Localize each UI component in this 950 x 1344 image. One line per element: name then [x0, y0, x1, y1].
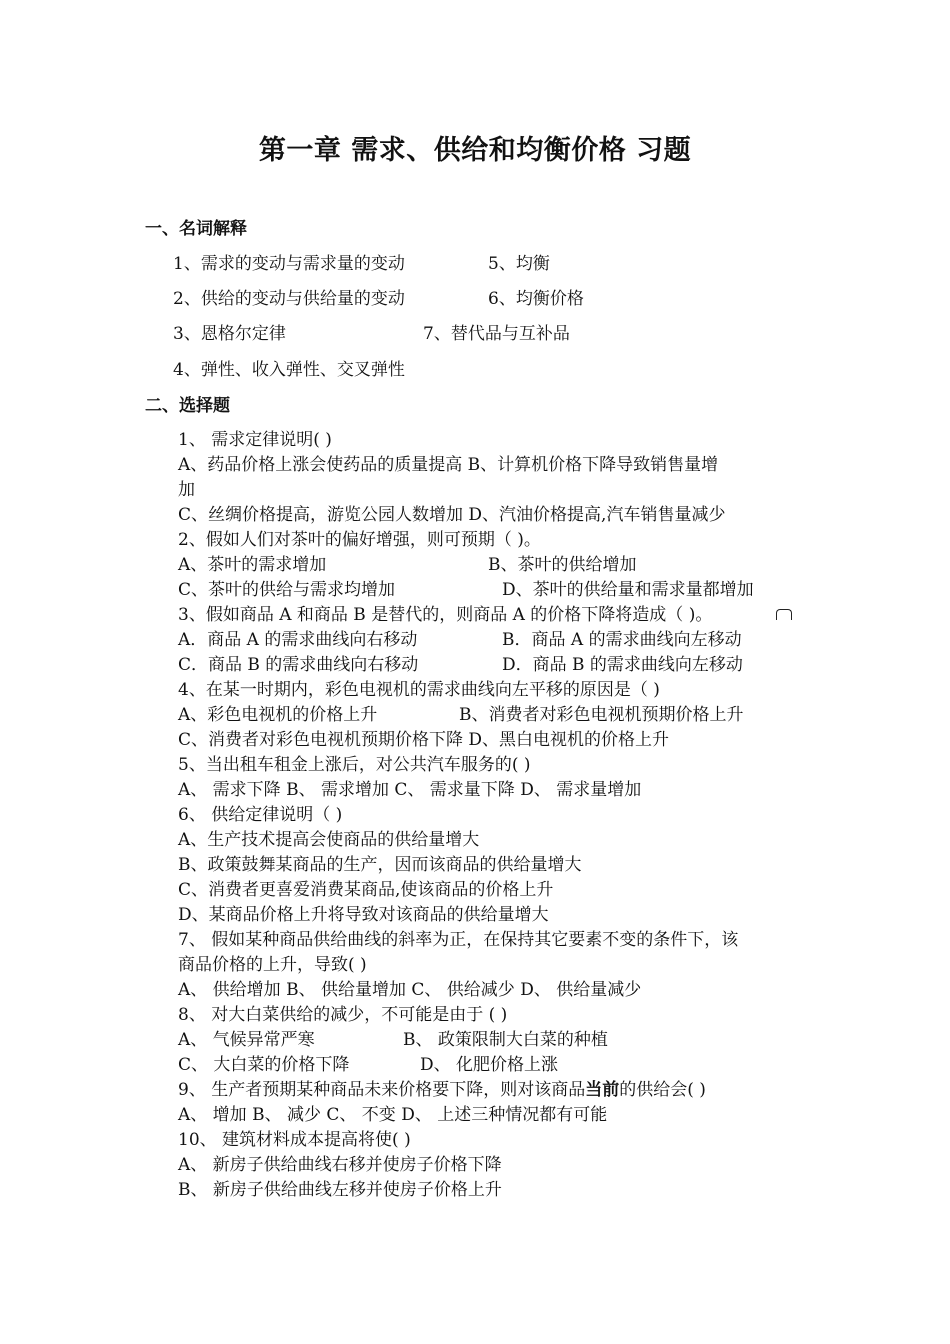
option-line: A．商品 A 的需求曲线向右移动	[178, 630, 418, 650]
term-item: 6、均衡价格	[488, 289, 584, 309]
term-item: 2、供给的变动与供给量的变动	[173, 289, 405, 309]
option-line: C、茶叶的供给与需求均增加	[178, 580, 396, 600]
option-line: B．商品 A 的需求曲线向左移动	[502, 630, 742, 650]
option-line: B、 政策限制大白菜的种植	[403, 1030, 608, 1050]
option-line: C、消费者更喜爱消费某商品,使该商品的价格上升	[178, 880, 554, 900]
option-line: B、 新房子供给曲线左移并使房子价格上升	[178, 1180, 502, 1200]
page-title: 第一章 需求、供给和均衡价格 习题	[258, 135, 692, 166]
option-line: A、药品价格上涨会使药品的质量提高 B、计算机价格下降导致销售量增	[178, 455, 719, 475]
option-line: D、 化肥价格上涨	[420, 1055, 559, 1075]
option-line: B、茶叶的供给增加	[488, 555, 637, 575]
question-2: 2、假如人们对茶叶的偏好增强，则可预期（ )。	[178, 530, 541, 550]
question-9-emphasis: 当前	[585, 1080, 620, 1100]
question-7-continued: 商品价格的上升，导致( )	[178, 955, 367, 975]
question-10: 10、 建筑材料成本提高将使( )	[178, 1130, 411, 1150]
option-line: C．商品 B 的需求曲线向右移动	[178, 655, 419, 675]
option-line: D、茶叶的供给量和需求量都增加	[502, 580, 754, 600]
section-heading-choice: 二、选择题	[145, 396, 230, 416]
option-line: C、消费者对彩色电视机预期价格下降 D、黑白电视机的价格上升	[178, 730, 670, 750]
anchor-mark-icon	[776, 609, 792, 620]
option-line: C、丝绸价格提高，游览公园人数增加 D、汽油价格提高,汽车销售量减少	[178, 505, 726, 525]
option-line: A、 气候异常严寒	[178, 1030, 315, 1050]
term-item: 5、均衡	[488, 254, 550, 274]
option-line: B、消费者对彩色电视机预期价格上升	[459, 705, 744, 725]
question-8: 8、 对大白菜供给的减少，不可能是由于 ( )	[178, 1005, 508, 1025]
option-line: D．商品 B 的需求曲线向左移动	[502, 655, 743, 675]
option-line: A、 新房子供给曲线右移并使房子价格下降	[178, 1155, 502, 1175]
question-5: 5、当出租车租金上涨后，对公共汽车服务的( )	[178, 755, 531, 775]
option-line: A、 增加 B、 减少 C、 不变 D、 上述三种情况都有可能	[178, 1105, 608, 1125]
term-item: 1、需求的变动与需求量的变动	[173, 254, 405, 274]
option-line: A、茶叶的需求增加	[178, 555, 327, 575]
term-item: 7、替代品与互补品	[423, 324, 570, 344]
section-heading-terms: 一、名词解释	[145, 219, 247, 239]
option-line: A、 供给增加 B、 供给量增加 C、 供给减少 D、 供给量减少	[178, 980, 642, 1000]
question-1: 1、 需求定律说明( )	[178, 430, 332, 450]
term-item: 4、弹性、收入弹性、交叉弹性	[173, 360, 405, 380]
option-line: A、彩色电视机的价格上升	[178, 705, 378, 725]
option-line: D、某商品价格上升将导致对该商品的供给量增大	[178, 905, 549, 925]
option-line: A、生产技术提高会使商品的供给量增大	[178, 830, 480, 850]
option-line: B、政策鼓舞某商品的生产，因而该商品的供给量增大	[178, 855, 582, 875]
option-line: 加	[178, 480, 195, 500]
question-7: 7、 假如某种商品供给曲线的斜率为正，在保持其它要素不变的条件下，该	[178, 930, 739, 950]
term-item: 3、恩格尔定律	[173, 324, 286, 344]
option-line: A、 需求下降 B、 需求增加 C、 需求量下降 D、 需求量增加	[178, 780, 642, 800]
question-9-text-end: 的供给会( )	[619, 1080, 706, 1100]
question-4: 4、在某一时期内，彩色电视机的需求曲线向左平移的原因是（ )	[178, 680, 660, 700]
question-9-text: 9、 生产者预期某种商品未来价格要下降，则对该商品	[178, 1080, 586, 1100]
option-line: C、 大白菜的价格下降	[178, 1055, 350, 1075]
question-6: 6、 供给定律说明（ )	[178, 805, 343, 825]
question-3: 3、假如商品 A 和商品 B 是替代的，则商品 A 的价格下降将造成（ )。	[178, 605, 713, 625]
question-9	[178, 1075, 706, 1100]
